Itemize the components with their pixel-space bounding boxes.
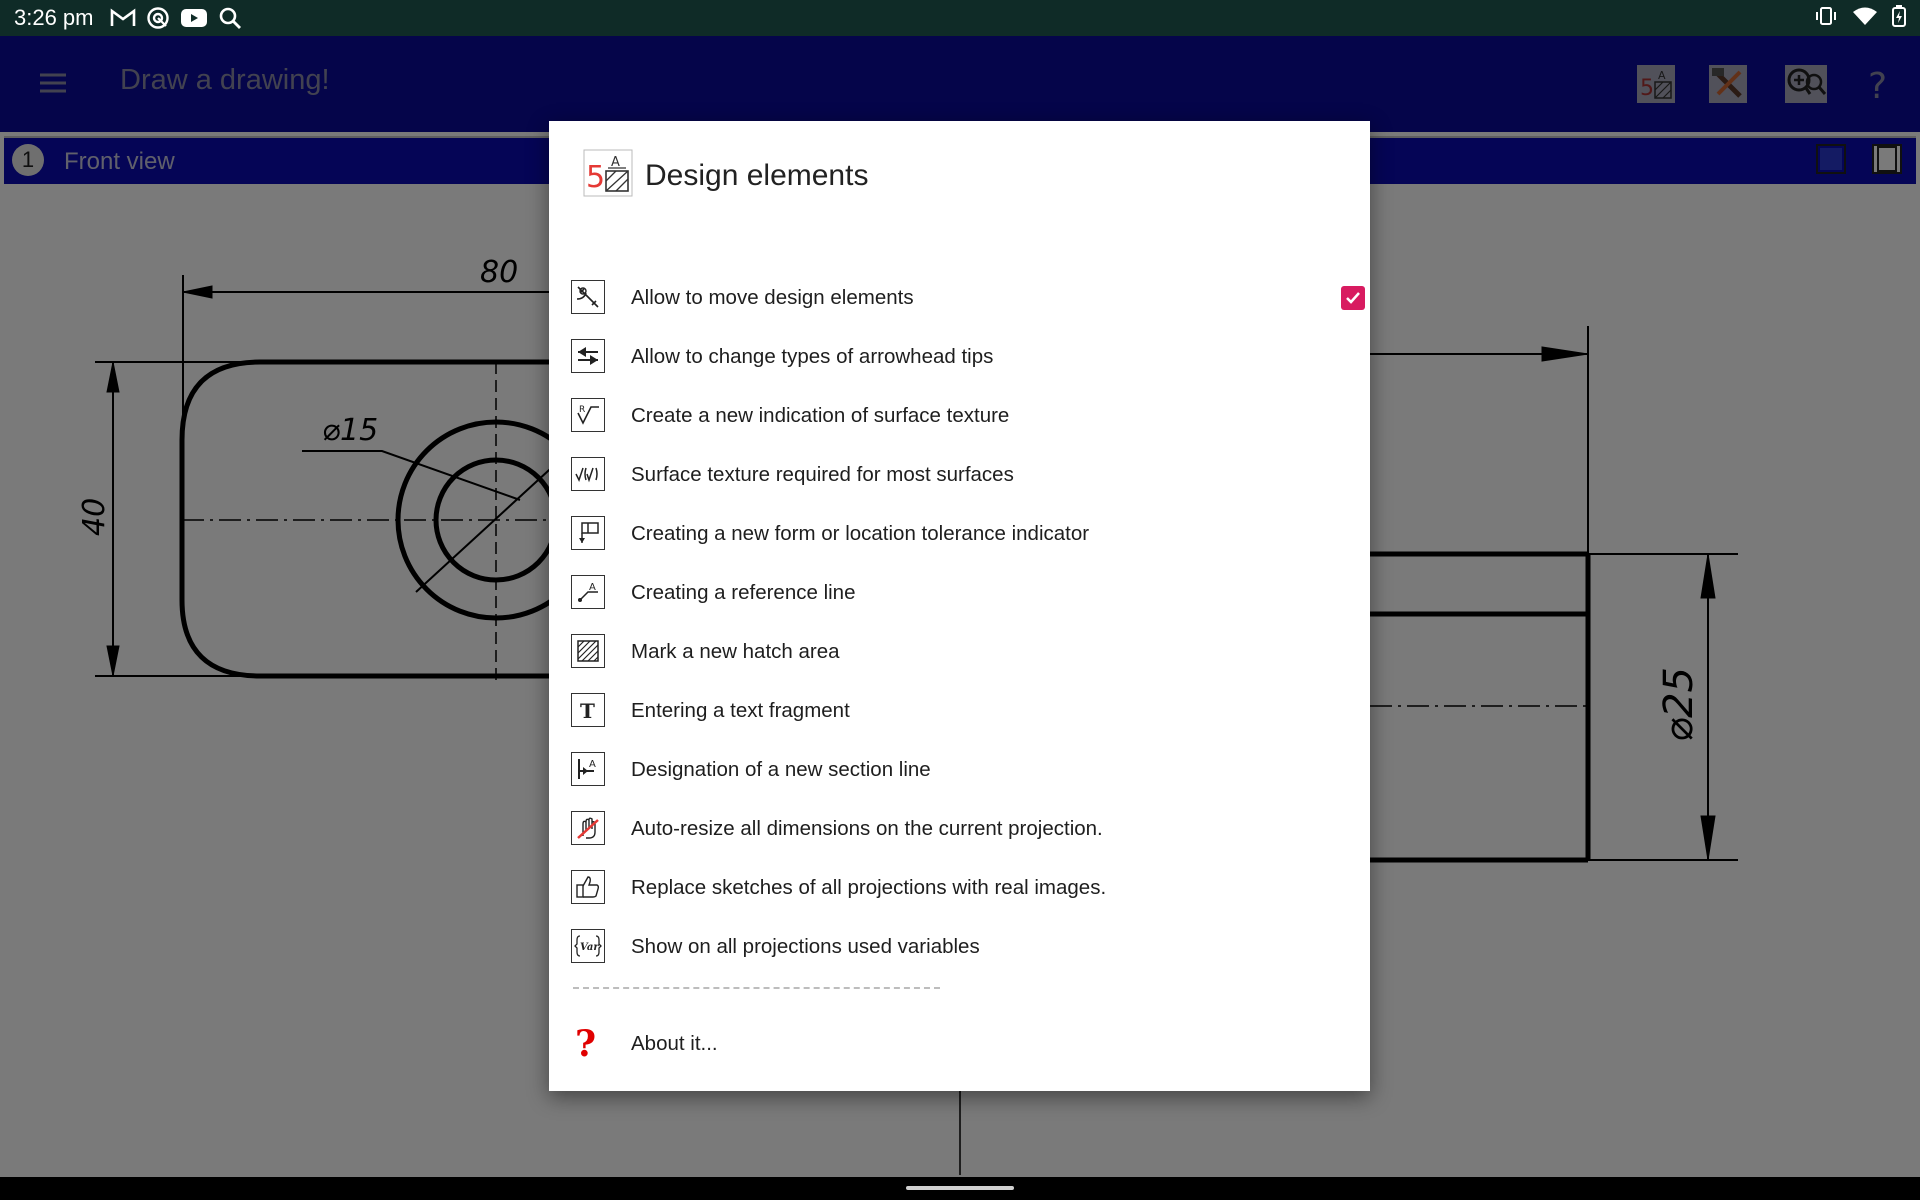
menu-item-label: Replace sketches of all projections with real images. [631, 875, 1107, 899]
status-time: 3:26 pm [14, 5, 94, 30]
menu-item-label: Allow to change types of arrowhead tips [631, 344, 994, 368]
menu-item-hatch-area[interactable] [549, 622, 1370, 681]
gmail-icon [110, 8, 136, 28]
navigation-bar [0, 1177, 1920, 1200]
svg-text:A: A [611, 155, 620, 170]
menu-item-label: Surface texture required for most surfaces [631, 462, 1014, 486]
menu-item-label: Allow to move design elements [631, 285, 914, 309]
menu-item-label: Creating a reference line [631, 580, 856, 604]
menu-item-auto-resize[interactable] [549, 799, 1370, 858]
design-elements-dialog [549, 121, 1370, 1091]
design-elements-list [549, 268, 1370, 976]
svg-text:A: A [589, 582, 596, 593]
svg-text:A: A [589, 759, 596, 770]
svg-text:R: R [579, 405, 586, 415]
battery-charging-icon [1892, 5, 1906, 32]
svg-text:?: ? [575, 1024, 597, 1062]
reference-line-icon [571, 575, 605, 609]
about-label: About it... [631, 1031, 718, 1055]
design-elements-icon [583, 149, 633, 202]
arrowhead-icon [571, 339, 605, 373]
menu-item-replace-sketches[interactable] [549, 858, 1370, 917]
menu-item-label: Entering a text fragment [631, 698, 850, 722]
menu-divider [573, 987, 940, 989]
tolerance-icon [571, 516, 605, 550]
menu-item-label: Designation of a new section line [631, 757, 931, 781]
wifi-icon [1852, 6, 1878, 31]
section-line-icon [571, 752, 605, 786]
menu-item-section-line[interactable] [549, 740, 1370, 799]
menu-item-label: Show on all projections used variables [631, 934, 980, 958]
question-mark-icon [573, 1024, 601, 1067]
menu-item-label: Mark a new hatch area [631, 639, 840, 663]
svg-text:5: 5 [586, 160, 606, 195]
status-bar [0, 0, 1920, 36]
surface-texture-icon [571, 398, 605, 432]
menu-item-surface-texture[interactable] [549, 386, 1370, 445]
dialog-header [583, 149, 868, 202]
menu-item-label: Creating a new form or location tolerance indicator [631, 521, 1090, 545]
menu-item-about[interactable] [549, 1014, 1370, 1073]
hatch-icon [571, 634, 605, 668]
dialog-title: Design elements [645, 158, 869, 192]
menu-item-move-elements[interactable] [549, 268, 1370, 327]
menu-item-text-fragment[interactable] [549, 681, 1370, 740]
menu-item-arrowhead-tips[interactable] [549, 327, 1370, 386]
at-sign-icon [146, 6, 170, 30]
auto-resize-icon [571, 811, 605, 845]
surface-texture-most-icon [571, 457, 605, 491]
search-icon [218, 6, 242, 30]
menu-item-surface-texture-most[interactable] [549, 445, 1370, 504]
text-icon [571, 693, 605, 727]
svg-text:T: T [580, 699, 595, 723]
thumbs-up-icon [571, 870, 605, 904]
menu-item-label: Create a new indication of surface texture [631, 403, 1010, 427]
menu-item-tolerance-indicator[interactable] [549, 504, 1370, 563]
menu-item-label: Auto-resize all dimensions on the current projection. [631, 816, 1103, 840]
move-elements-icon [571, 280, 605, 314]
menu-item-show-variables[interactable] [549, 917, 1370, 976]
menu-item-reference-line[interactable] [549, 563, 1370, 622]
svg-text:Var: Var [580, 942, 599, 953]
vibrate-icon [1814, 6, 1838, 31]
move-elements-checkbox[interactable] [1341, 286, 1365, 310]
home-gesture-handle[interactable] [906, 1186, 1014, 1190]
variables-icon [571, 929, 605, 963]
youtube-icon [180, 8, 208, 28]
